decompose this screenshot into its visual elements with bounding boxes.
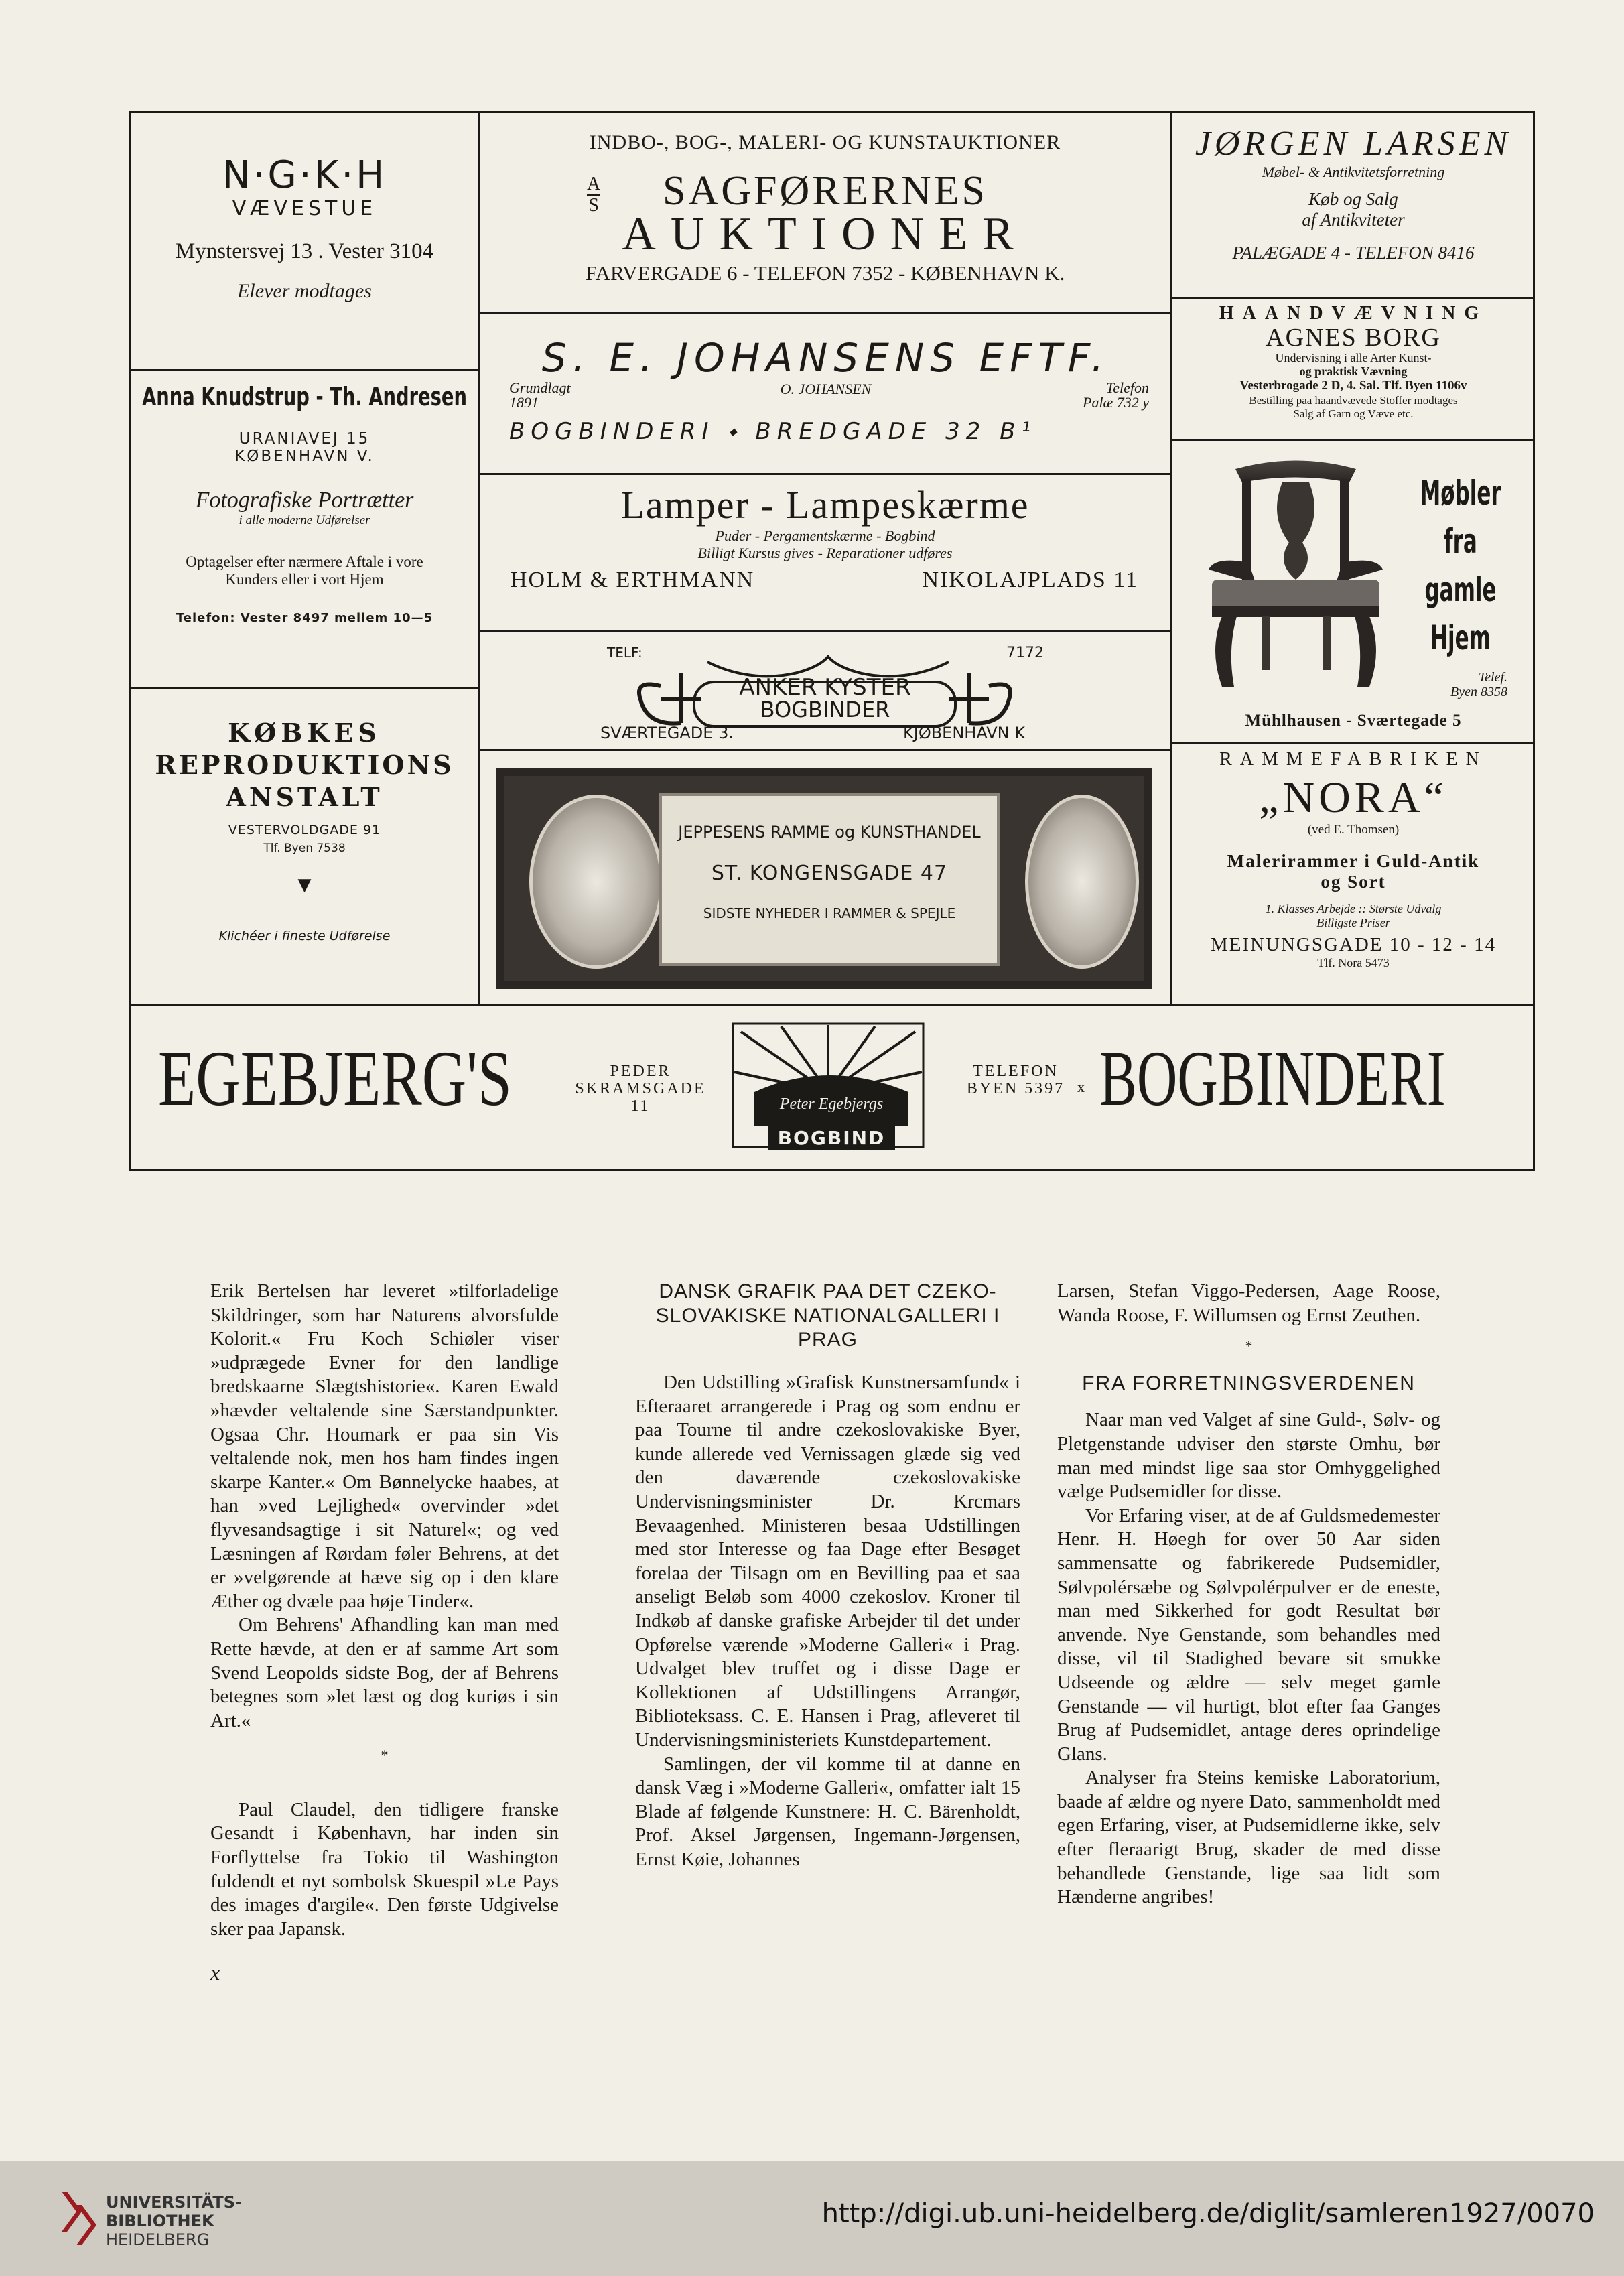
johansen-ad: S. E. JOHANSENS EFTF. Grundlagt 1891 O. JOHANSEN Telefon Palæ 732 y BOGBINDERI ⬩ BREDGADE 32 B¹	[496, 335, 1156, 445]
mobler-word: Møbler	[1420, 474, 1501, 513]
larsen-line1: Køb og Salg	[1308, 189, 1398, 209]
larsen-address: PALÆGADE 4 - TELEFON 8416	[1232, 243, 1475, 263]
divider	[1172, 439, 1535, 441]
divider	[129, 369, 479, 371]
kobkes-ad: KØBKES REPRODUKTIONS ANSTALT VESTERVOLDGADE 91 Tlf. Byen 7538 ▼ Klichéer i fineste Udførelse	[131, 717, 478, 943]
ngkh-note: Elever modtages	[237, 280, 372, 302]
egebjerg-logo: Peter Egebjergs BOGBIND	[728, 1018, 929, 1152]
knudstrup-ad: Anna Knudstrup - Th. Andresen URANIAVEJ 15 KØBENHAVN V. Fotografiske Portrætter i alle moderne Udførelser Optagelser efter nærmere Aftale i vore Kunders eller i vort Hjem Telefon: Vester 8497 mellem 10—5	[131, 382, 478, 625]
nora-address: MEINUNGSGADE 10 - 12 - 14	[1210, 934, 1497, 955]
jeppesen-sign: JEPPESENS RAMME og KUNSTHANDEL ST. KONGENSGADE 47 SIDSTE NYHEDER I RAMMER & SPEJLE	[659, 793, 1000, 966]
lamper-title: Lamper - Lampeskærme	[620, 483, 1030, 527]
kyster-name: ANKER KYSTER	[739, 674, 911, 701]
jeppesen-image-left	[529, 795, 663, 969]
nora-head: RAMMEFABRIKEN	[1219, 749, 1487, 770]
ngkh-logo: N·G·K·H	[222, 153, 387, 197]
johansen-name: S. E. JOHANSENS EFTF.	[541, 335, 1110, 381]
auktioner-name1: SAGFØRERNES	[663, 168, 988, 214]
larsen-sub: Møbel- & Antikvitetsforretning	[1262, 163, 1445, 180]
auktioner-ad	[480, 131, 1170, 285]
egebjerg-ad: EGEBJERG'S PEDER SKRAMSGADE 11 Peter Egebjergs BOGBIND TELEFON BYEN 5397 x BOGBINDERI	[131, 1005, 1534, 1169]
jeppesen-image-right	[1025, 795, 1139, 969]
egebjerg-right: BOGBINDERI	[1099, 1034, 1446, 1122]
borg-ad: HAANDVÆVNING AGNES BORG Undervisning i alle Arter Kunst- og praktisk Vævning Vesterbrogade 2 D, 4. Sal. Tlf. Byen 1106v Bestilling paa haandvævede Stoffer modtages Salg af Garn og Væve etc.	[1172, 303, 1534, 421]
nora-ad: RAMMEFABRIKEN „NORA“ (ved E. Thomsen) Malerirammer i Guld-Antik og Sort 1. Klasses Arbejde :: Største Udvalg Billigste Priser MEINUNGSGADE 10 - 12 - 14 Tlf. Nora 5473	[1172, 749, 1534, 970]
larsen-ad	[1172, 124, 1534, 263]
ngkh-sub: VÆVESTUE	[232, 197, 377, 220]
kobkes-note: Klichéer i fineste Udførelse	[218, 929, 391, 943]
kyster-tlf: TELF:	[607, 645, 642, 661]
chair-image	[1195, 456, 1396, 697]
article-col3: Larsen, Stefan Viggo-Pedersen, Aage Roose, Wanda Roose, F. Willumsen og Ernst Zeuthen. * FRA FORRETNINGSVERDENEN Naar man ved Valget af sine Guld-, Sølv- og Pletgenstande udviser den største Omhu, bør man med mindst lige saa stor Omhyggelighed vælge Pudsemidler for disse. Vor Erfaring viser, at de af Guldsmedemester Henr. H. Høegh for over 50 Aar siden sammensatte og fabrikerede Pudsemidler, Sølvpolérsæbe og Sølvpolérpulver er de eneste, man med Sikkerhed for godt Resultat bør anvende. Nye Genstande, som behandles med disse, vil til Stadighed bevare sit smukke Udseende og ældre — selv meget gamle Genstande — vil hurtigt, blot efter faa Ganges Brug af Pudsemidlet, antage deres oprindelige Glans. Analyser fra Steins kemiske Laboratorium, baade af ældre og nyere Dato, sammenholdt med egen Erfaring, viser, at Pudsemidlerne ikke, selv efter fleraarigt Brug, skader de med disse behandlede Genstande, lige saa lidt som Hænderne angribes!	[1057, 1280, 1440, 1908]
source-url-link[interactable]: http://digi.ub.uni-heidelberg.de/diglit/samleren1927/0070	[821, 2198, 1595, 2229]
auktioner-line1: INDBO-, BOG-, MALERI- OG KUNSTAUKTIONER	[589, 131, 1061, 153]
borg-head: HAANDVÆVNING	[1219, 303, 1488, 324]
mobler-ad: Møbler fra gamle Hjem Telef. Byen 8358 Mühlhausen - Sværtegade 5	[1172, 442, 1534, 741]
library-name: UNIVERSITÄTS-	[106, 2193, 243, 2212]
divider	[479, 749, 1172, 751]
jeppesen-ad	[496, 768, 1152, 989]
divider	[479, 473, 1172, 475]
auktioner-name2: AUKTIONER	[622, 208, 1028, 260]
knudstrup-title: Fotografiske Portrætter	[195, 488, 414, 513]
knudstrup-phone: Telefon: Vester 8497 mellem 10—5	[176, 611, 433, 625]
nora-name: „NORA“	[1259, 773, 1448, 822]
article-col1: Erik Bertelsen har leveret »tilforladelige Skildringer, som har Naturens alvorsfulde Kolorit.« Fru Koch Schiøler viser »udprægede Evner for den landlige bredskaarne Slægtshistorie«. Karen Ewald »hævder veltalende sine Særstandpunkter. Ogsaa Chr. Houmark er paa sin Vis veltalende nok, men hos ham findes ingen skarpe Kanter.« Om Bønnelycke haabes, at han »ved Lejlighed« overvinder »det flyvesandsagtige i sit Naturel«; og ved Læsningen af Rørdam føler Behrens, at det er »velgørende at hæve sig op i den klare Æther og dvæle paa høje Tinder«. Om Behrens' Afhandling kan man med Rette hævde, at den er af samme Art som Svend Leopolds sidste Bog, der af Behrens betegnes som »let læst og dog kuriøs i sin Art.« * Paul Claudel, den tidligere franske Gesandt i København, har inden sin Forflyttelse fra Tokio til Washington fuldendt et nyt sombolsk Skuespil »Le Pays des images d'argile«. Den første Udgivelse sker paa Japansk. x	[210, 1280, 559, 1985]
auktioner-address: FARVERGADE 6 - TELEFON 7352 - KØBENHAVN K.	[585, 261, 1065, 285]
page-mark: x	[210, 1960, 220, 1985]
mobler-address: Mühlhausen - Sværtegade 5	[1245, 712, 1462, 730]
johansen-bottom: BOGBINDERI ⬩ BREDGADE 32 B¹	[509, 418, 1037, 445]
egebjerg-left: EGEBJERG'S	[158, 1034, 512, 1122]
article-col2: DANSK GRAFIK PAA DET CZEKO-SLOVAKISKE NATIONALGALLERI I PRAG Den Udstilling »Grafisk Kunstnersamfund« i Efteraaret arrangerede i Prag og som endnu er paa Tourne til andre czekoslovakiske Byer, kunde allerede ved Vernissagen glæde sig ved den daværende czekoslovakiske Undervisningsminister Dr. Krcmars Bevaagenhed. Ministeren besaa Udstillingen med stor Interesse og faa Dage efter Besøget forelaa der Tilsagn om en Bevilling paa et saa anseligt Beløb som 4000 czekoslov. Kroner til Indkøb af danske grafiske Arbejder til det under Opførelse værende »Moderne Galleri« i Prag. Udvalget blev truffet og i disse Dage er Kollektionen af Udstillingens Arrangør, Biblioteksass. C. E. Hansen i Prag, afleveret til Undervisningsministeriets Kunstdepartement. Samlingen, der vil komme til at danne en dansk Væg i »Moderne Galleri«, omfatter ialt 15 Blade af følgende Kunstnere: H. C. Bärenholdt, Prof. Aksel Jørgensen, Ingemann-Jørgensen, Ernst Køie, Johannes	[635, 1280, 1020, 1870]
ngkh-ad	[131, 154, 478, 303]
kyster-ad: TELF: 7172 ANKER KYSTER BOGBINDER SVÆRTEGADE 3. KJØBENHAVN K	[480, 632, 1170, 748]
johansen-founded: Grundlagt	[509, 379, 571, 396]
ngkh-address: Mynstersvej 13 . Vester 3104	[175, 239, 434, 263]
kobkes-title: KØBKES	[228, 718, 381, 748]
auktioner-as: A S	[587, 174, 601, 216]
divider	[1172, 297, 1535, 299]
lamper-ad: Lamper - Lampeskærme Puder - Pergamentskærme - Bogbind Billigt Kursus gives - Reparationer udføres HOLM & ERTHMANN NIKOLAJPLADS 11	[480, 482, 1170, 601]
library-footer: UNIVERSITÄTS- BIBLIOTHEK HEIDELBERG http://digi.ub.uni-heidelberg.de/diglit/samleren1927/0070	[0, 2161, 1624, 2276]
divider	[479, 312, 1172, 314]
divider	[479, 630, 1172, 632]
knudstrup-name: Anna Knudstrup - Th. Andresen	[142, 382, 467, 411]
lamper-company: HOLM & ERTHMANN	[511, 567, 755, 592]
article-title-grafik: DANSK GRAFIK PAA DET CZEKO-SLOVAKISKE NATIONALGALLERI I PRAG	[655, 1280, 1000, 1351]
divider	[129, 687, 479, 689]
johansen-owner: O. JOHANSEN	[780, 381, 872, 397]
lamper-address: NIKOLAJPLADS 11	[922, 567, 1138, 592]
johansen-phone: Telefon	[1106, 379, 1149, 396]
library-logo-icon	[56, 2185, 96, 2252]
borg-name: AGNES BORG	[1266, 324, 1441, 352]
article-title-forretning: FRA FORRETNINGSVERDENEN	[1082, 1371, 1416, 1394]
larsen-name: JØRGEN LARSEN	[1195, 125, 1512, 163]
divider	[1172, 742, 1535, 744]
larsen-line2: af Antikviteter	[1302, 210, 1405, 230]
